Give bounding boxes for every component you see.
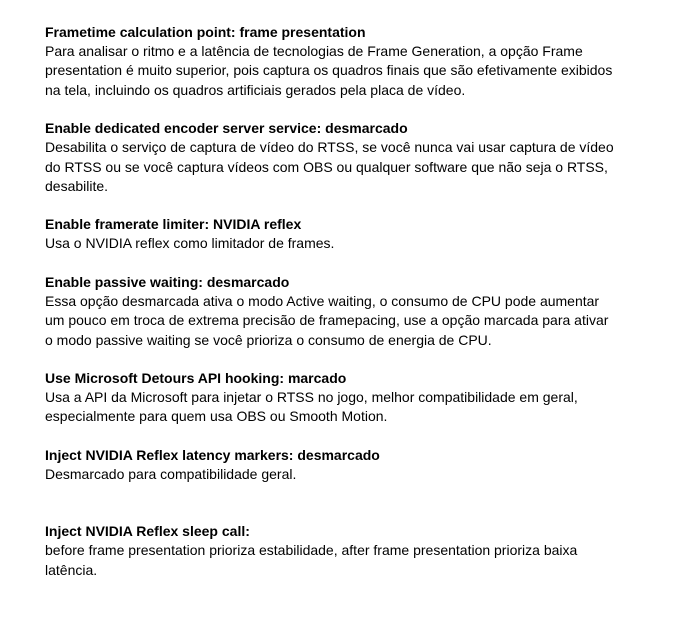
section-detours-api-hooking (45, 369, 645, 427)
section-heading: Enable passive waiting: desmarcado (45, 273, 290, 290)
section-body: Desmarcado para compatibilidade geral. (45, 465, 297, 482)
section-dedicated-encoder-server (45, 119, 645, 196)
section-heading: Enable framerate limiter: NVIDIA reflex (45, 216, 302, 233)
section-body: Usa a API da Microsoft para injetar o RTSS no jogo, melhor compatibilidade em geral, especialmente para quem usa OBS ou Smooth Motion. (45, 389, 578, 425)
section-heading: Enable dedicated encoder server service: desmarcado (45, 120, 408, 137)
section-passive-waiting (45, 273, 645, 350)
section-heading: Use Microsoft Detours API hooking: marcado (45, 370, 347, 387)
section-framerate-limiter (45, 215, 645, 253)
section-heading: Inject NVIDIA Reflex sleep call: (45, 523, 250, 540)
section-reflex-sleep-call (45, 522, 645, 580)
section-frametime-calculation-point (45, 23, 645, 100)
section-body: Desabilita o serviço de captura de vídeo do RTSS, se você nunca vai usar captura de vídeo do RTSS ou se você captura vídeos com OBS ou qualquer software que não seja o RTSS, desabilite. (45, 139, 614, 195)
section-heading: Frametime calculation point: frame presentation (45, 24, 366, 40)
section-body: Usa o NVIDIA reflex como limitador de frames. (45, 235, 335, 252)
section-heading: Inject NVIDIA Reflex latency markers: desmarcado (45, 446, 380, 463)
section-body: Essa opção desmarcada ativa o modo Active waiting, o consumo de CPU pode aumentar um pouco em troca de extrema precisão de framepacing, use a opção marcada para ativar o modo passive waiting se você prioriza o consumo de energia de CPU. (45, 292, 609, 348)
section-reflex-latency-markers (45, 446, 645, 484)
section-body: Para analisar o ritmo e a latência de tecnologias de Frame Generation, a opção Frame presentation é muito superior, pois captura os quadros finais que são efetivamente exibidos na tela, incluindo os quadros artificiais gerados pela placa de vídeo. (45, 43, 613, 98)
section-body: before frame presentation prioriza estabilidade, after frame presentation prioriza baixa latência. (45, 542, 578, 578)
